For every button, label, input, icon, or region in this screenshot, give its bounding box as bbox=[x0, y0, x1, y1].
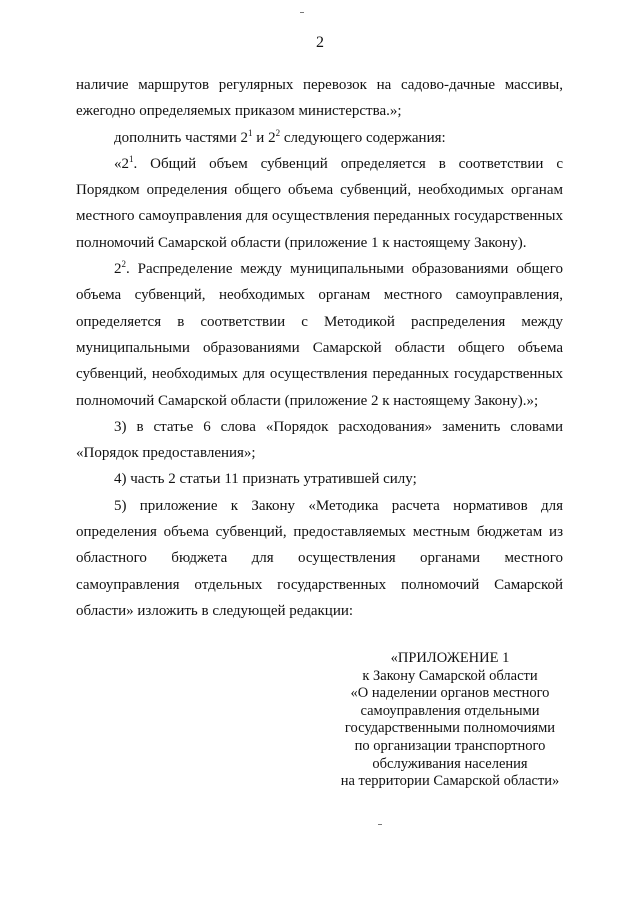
page-number: 2 bbox=[316, 34, 324, 51]
appendix-line: самоуправления отдельными bbox=[360, 702, 540, 719]
paragraph-4: $2^2$. Распределение между муниципальными образованиями общего объема субвенций, необходимых органам местного самоуправления, определяется в соответствии с Методикой распределения между муниципальными образованиями Самарской области общего объема субвенций, необходимых для осуществления переданных государственных полномочий Самарской области (приложение 2 к настоящему Закону).»; bbox=[76, 259, 563, 409]
appendix-line: «О наделении органов местного bbox=[350, 685, 550, 702]
appendix-line: обслуживания населения bbox=[372, 755, 528, 772]
document-body bbox=[76, 72, 563, 624]
appendix-heading bbox=[300, 650, 600, 791]
scan-speck bbox=[378, 824, 382, 825]
appendix-line: по организации транспортного bbox=[354, 737, 546, 754]
scan-speck bbox=[300, 12, 304, 13]
paragraph-6: 4) часть 2 статьи 11 признать утратившей силу; bbox=[114, 471, 417, 488]
appendix-line: государственными полномочиями bbox=[344, 720, 556, 737]
appendix-line: «ПРИЛОЖЕНИЕ 1 bbox=[390, 650, 510, 666]
appendix-line: к Закону Самарской области bbox=[362, 667, 538, 684]
paragraph-2: дополнить частями $2^1$ и $2^2$ следующего содержания: bbox=[114, 127, 446, 146]
paragraph-7: 5) приложение к Закону «Методика расчета нормативов для определения объема субвенций, предоставляемых местным бюджетам из областного бюджета для осуществления органами местного самоуправления отдельных государственных полномочий Самарской области» изложить в следующей редакции: bbox=[76, 497, 563, 619]
paragraph-3: «$2^1$. Общий объем субвенций определяется в соответствии с Порядком определения общего объема субвенций, необходимых органам местного самоуправления для осуществления переданных государственных полномочий Самарской области (приложение 1 к настоящему Закону). bbox=[76, 153, 563, 251]
paragraph-5: 3) в статье 6 слова «Порядок расходования» заменить словами «Порядок предоставления»; bbox=[76, 418, 563, 462]
appendix-line: на территории Самарской области» bbox=[340, 773, 560, 790]
paragraph-1: наличие маршрутов регулярных перевозок на садово-дачные массивы, ежегодно определяемых приказом министерства.»; bbox=[76, 77, 563, 120]
